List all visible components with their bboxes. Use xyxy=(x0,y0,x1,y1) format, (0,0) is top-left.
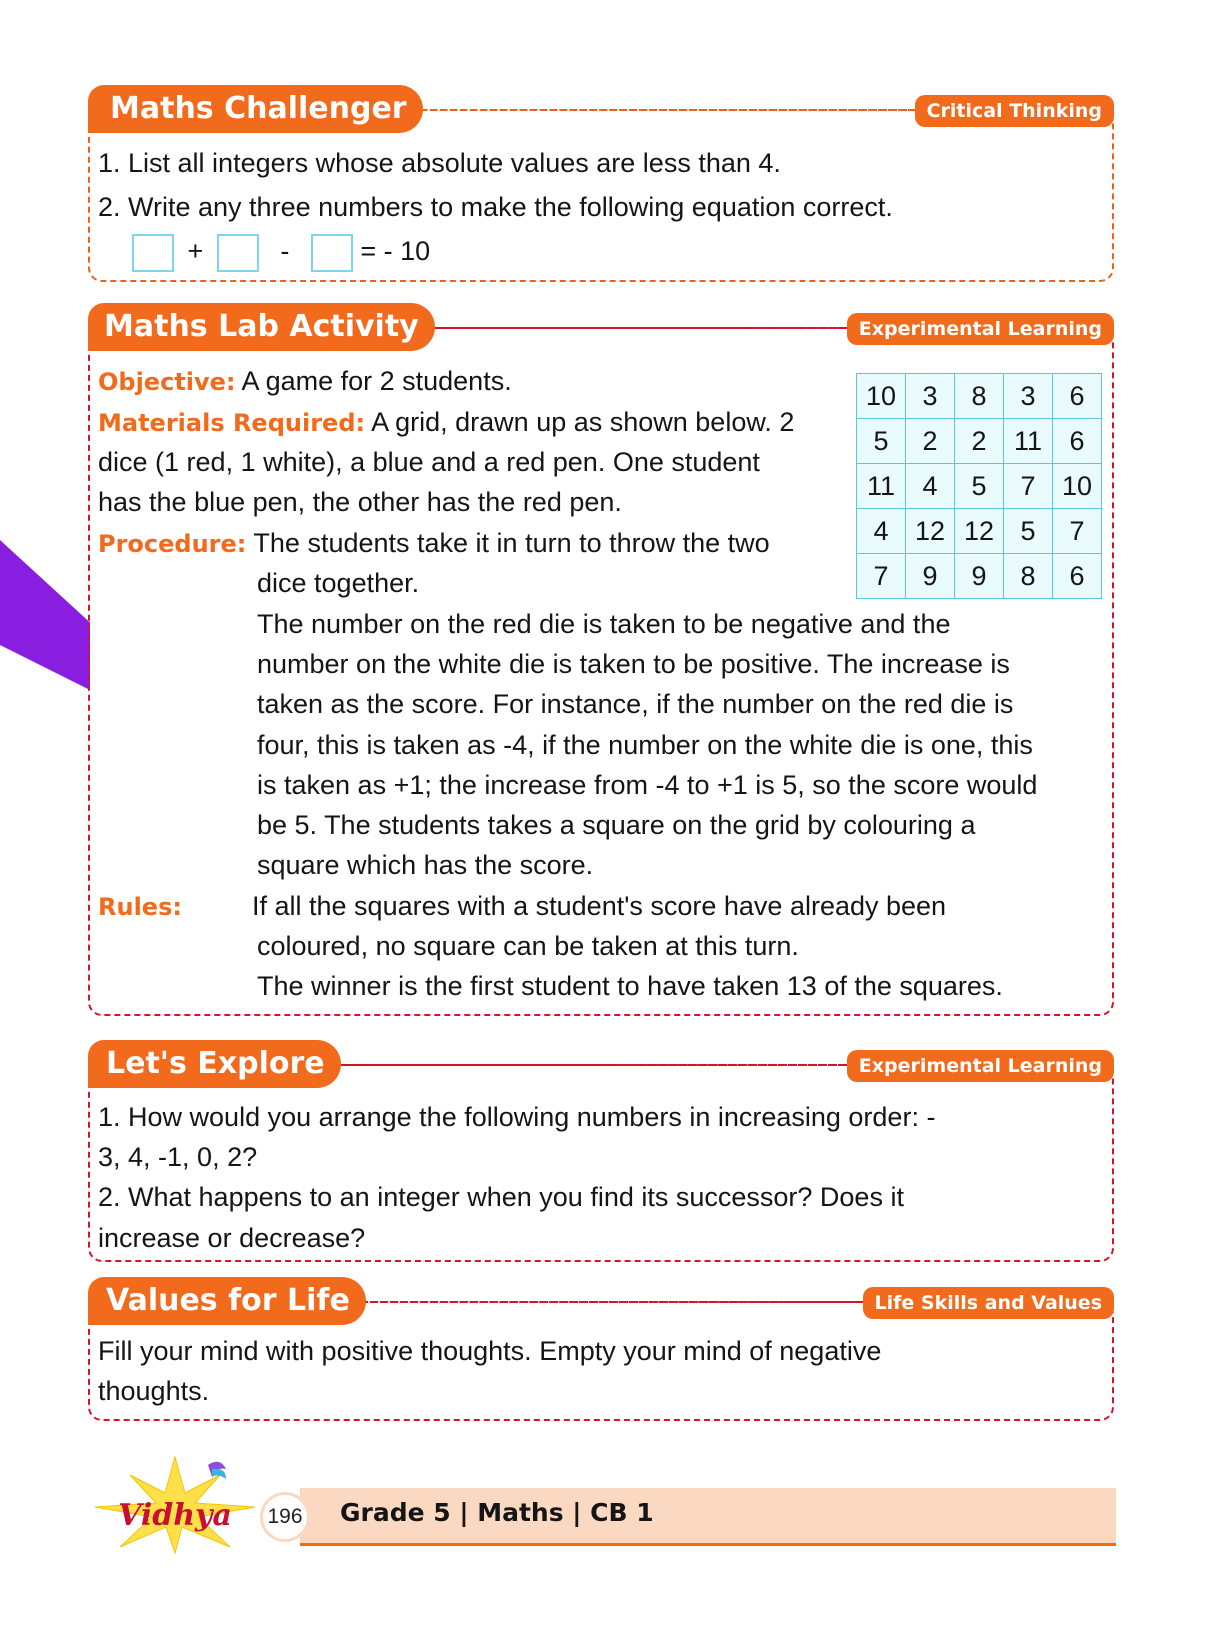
critical-thinking-tag: Critical Thinking xyxy=(915,95,1114,127)
explore-line-1: 1. How would you arrange the following numbers in increasing order: - xyxy=(98,1102,936,1132)
grid-cell[interactable]: 5 xyxy=(857,419,906,464)
grid-cell[interactable]: 3 xyxy=(906,374,955,419)
grid-cell[interactable]: 7 xyxy=(1053,509,1102,554)
grid-cell[interactable]: 4 xyxy=(857,509,906,554)
procedure-line-7: is taken as +1; the increase from -4 to +1 is 5, so the score would xyxy=(257,770,1038,800)
challenger-title: Maths Challenger xyxy=(88,85,423,133)
grid-row xyxy=(857,419,1102,464)
grid-cell[interactable]: 3 xyxy=(1004,374,1053,419)
explore-line-3: 2. What happens to an integer when you find its successor? Does it xyxy=(98,1182,904,1212)
equation-result: = - 10 xyxy=(360,236,431,266)
grid-cell[interactable]: 5 xyxy=(1004,509,1053,554)
grid-cell[interactable]: 7 xyxy=(857,554,906,599)
life-skills-tag: Life Skills and Values xyxy=(863,1287,1114,1319)
grid-cell[interactable]: 9 xyxy=(955,554,1004,599)
page-number: 196 xyxy=(260,1492,310,1542)
footer-text: Grade 5 | Maths | CB 1 xyxy=(340,1498,654,1527)
objective-line xyxy=(98,361,512,402)
experimental-learning-tag: Experimental Learning xyxy=(847,313,1114,345)
challenger-question-2: 2. Write any three numbers to make the following equation correct. xyxy=(98,192,893,222)
grid-cell[interactable]: 11 xyxy=(857,464,906,509)
rules-line-3: The winner is the first student to have taken 13 of the squares. xyxy=(257,971,1003,1001)
explore-line-2: 3, 4, -1, 0, 2? xyxy=(98,1142,258,1172)
rules-line-2: coloured, no square can be taken at this turn. xyxy=(257,931,799,961)
grid-row xyxy=(857,374,1102,419)
lab-header-line xyxy=(406,327,844,329)
lab-title: Maths Lab Activity xyxy=(88,303,435,351)
materials-text-1: A grid, drawn up as shown below. 2 xyxy=(365,407,795,437)
grid-row xyxy=(857,554,1102,599)
challenger-header-line xyxy=(400,109,914,111)
procedure-line-8: be 5. The students takes a square on the grid by colouring a xyxy=(257,810,976,840)
grid-row xyxy=(857,464,1102,509)
plus-sign: + xyxy=(187,236,204,266)
procedure-line-4: number on the white die is taken to be positive. The increase is xyxy=(257,649,1010,679)
values-line-1: Fill your mind with positive thoughts. Empty your mind of negative xyxy=(98,1336,882,1366)
grid-cell[interactable]: 12 xyxy=(955,509,1004,554)
equation-row xyxy=(132,231,430,272)
minus-sign: - xyxy=(280,236,290,266)
grid-cell[interactable]: 4 xyxy=(906,464,955,509)
logo-text: Vidhya xyxy=(118,1498,232,1533)
materials-label: Materials Required: xyxy=(98,409,366,437)
procedure-line-6: four, this is taken as -4, if the number on the white die is one, this xyxy=(257,730,1033,760)
grid-cell[interactable]: 8 xyxy=(955,374,1004,419)
procedure-label: Procedure: xyxy=(98,530,247,558)
grid-cell[interactable]: 6 xyxy=(1053,554,1102,599)
materials-line-2: dice (1 red, 1 white), a blue and a red pen. One student xyxy=(98,447,760,477)
procedure-line-5: taken as the score. For instance, if the number on the red die is xyxy=(257,689,1014,719)
grid-cell[interactable]: 6 xyxy=(1053,374,1102,419)
grid-cell[interactable]: 10 xyxy=(1053,464,1102,509)
grid-cell[interactable]: 12 xyxy=(906,509,955,554)
values-header-line xyxy=(340,1301,864,1303)
experimental-learning-tag-2: Experimental Learning xyxy=(847,1050,1114,1082)
grid-cell[interactable]: 2 xyxy=(906,419,955,464)
procedure-line-9: square which has the score. xyxy=(257,850,594,880)
grid-cell[interactable]: 9 xyxy=(906,554,955,599)
procedure-line-1 xyxy=(98,523,770,564)
rules-label: Rules: xyxy=(98,893,182,921)
answer-box-3[interactable] xyxy=(311,234,353,272)
grid-cell[interactable]: 8 xyxy=(1004,554,1053,599)
grid-cell[interactable]: 2 xyxy=(955,419,1004,464)
explore-header-line xyxy=(316,1064,844,1066)
challenger-question-1: 1. List all integers whose absolute values are less than 4. xyxy=(98,148,781,178)
score-grid xyxy=(856,373,1102,599)
materials-line-3: has the blue pen, the other has the red pen. xyxy=(98,487,622,517)
rules-label-line xyxy=(98,886,182,927)
values-line-2: thoughts. xyxy=(98,1376,210,1406)
materials-line-1 xyxy=(98,402,794,443)
procedure-text-1: The students take it in turn to throw the two xyxy=(246,528,770,558)
objective-label: Objective: xyxy=(98,368,236,396)
grid-row xyxy=(857,509,1102,554)
grid-cell[interactable]: 7 xyxy=(1004,464,1053,509)
explore-title: Let's Explore xyxy=(88,1040,341,1088)
rules-line-1: If all the squares with a student's score have already been xyxy=(252,891,947,921)
explore-line-4: increase or decrease? xyxy=(98,1223,366,1253)
side-tab-decoration xyxy=(0,540,90,690)
answer-box-2[interactable] xyxy=(217,234,259,272)
objective-text: A game for 2 students. xyxy=(235,366,512,396)
values-title: Values for Life xyxy=(88,1277,366,1325)
procedure-line-2: dice together. xyxy=(257,568,420,598)
vidhya-logo xyxy=(90,1455,260,1555)
grid-cell[interactable]: 5 xyxy=(955,464,1004,509)
procedure-line-3: The number on the red die is taken to be negative and the xyxy=(257,609,951,639)
answer-box-1[interactable] xyxy=(132,234,174,272)
grid-cell[interactable]: 6 xyxy=(1053,419,1102,464)
grid-cell[interactable]: 11 xyxy=(1004,419,1053,464)
grid-cell[interactable]: 10 xyxy=(857,374,906,419)
